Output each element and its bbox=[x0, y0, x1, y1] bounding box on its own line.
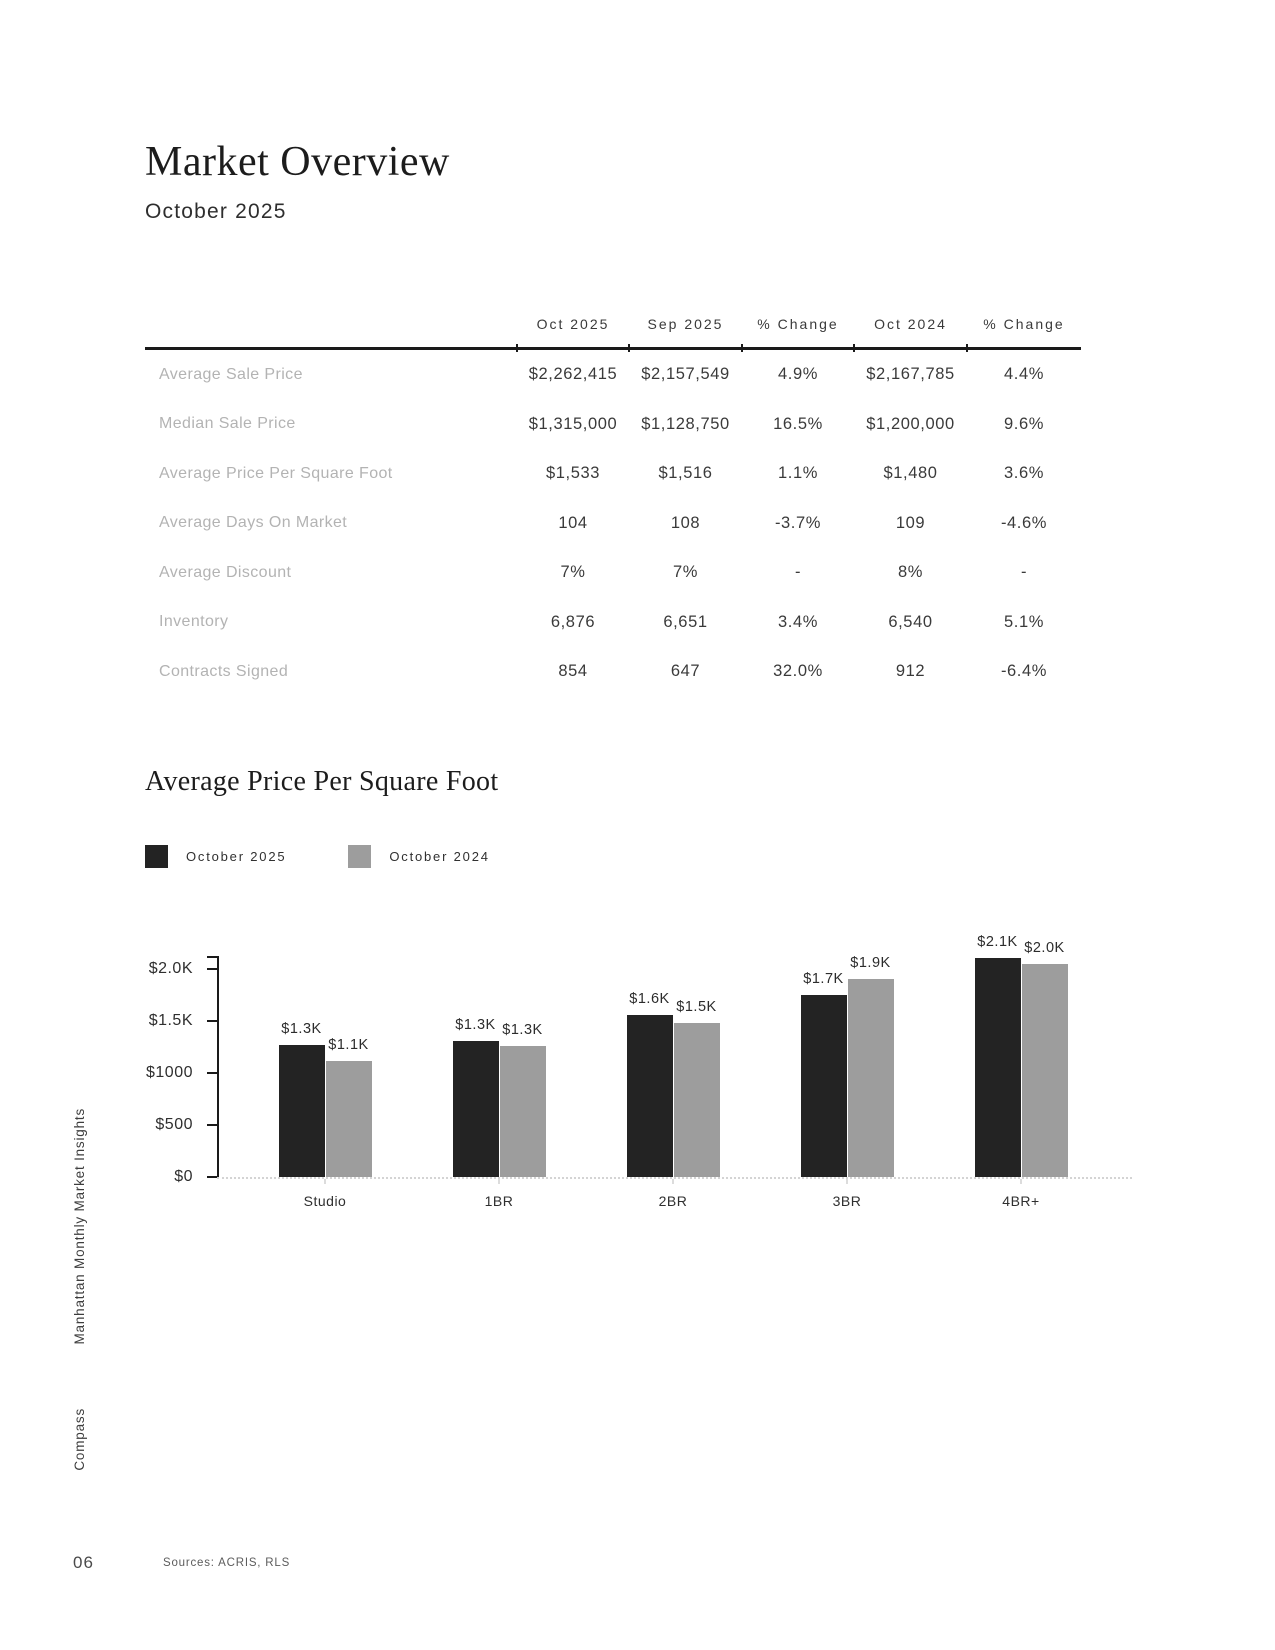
table-row bbox=[145, 647, 1081, 697]
row-value: 7% bbox=[672, 563, 699, 582]
bar-wrap bbox=[626, 991, 673, 1177]
bar-value-label: $1.9K bbox=[850, 955, 891, 972]
chart-plot bbox=[217, 933, 1132, 1209]
row-value: 5.1% bbox=[1003, 612, 1044, 631]
bar-oct-2024 bbox=[500, 1046, 546, 1177]
legend-swatch-oct-2025-icon bbox=[145, 845, 168, 868]
bar-wrap bbox=[499, 1022, 546, 1177]
row-value: - bbox=[1020, 563, 1028, 582]
bar-wrap bbox=[974, 934, 1021, 1177]
row-label: Average Price Per Square Foot bbox=[159, 464, 393, 482]
row-value: 4.9% bbox=[777, 365, 818, 384]
page-title: Market Overview bbox=[145, 139, 450, 185]
bar-wrap bbox=[452, 1017, 499, 1177]
table-row bbox=[145, 449, 1081, 499]
x-axis-tick bbox=[498, 1179, 500, 1184]
y-axis-cap-tick bbox=[207, 956, 217, 958]
row-value: $1,128,750 bbox=[641, 414, 730, 433]
row-label: Inventory bbox=[159, 613, 229, 631]
market-overview-table bbox=[145, 300, 1081, 697]
row-value: 6,540 bbox=[888, 612, 933, 631]
bar-value-label: $1.5K bbox=[676, 999, 717, 1016]
row-label: Average Sale Price bbox=[159, 365, 303, 383]
row-value: 6,876 bbox=[550, 612, 596, 631]
row-value: 6,651 bbox=[663, 612, 708, 631]
row-value: - bbox=[794, 563, 802, 582]
row-value: -4.6% bbox=[1000, 513, 1048, 532]
x-axis-tick bbox=[324, 1179, 326, 1184]
bar-oct-2024 bbox=[674, 1023, 720, 1177]
x-axis-category-label: 1BR bbox=[484, 1193, 514, 1209]
legend-item-oct-2024 bbox=[348, 845, 489, 868]
bar-value-label: $1.3K bbox=[455, 1016, 496, 1033]
table-row bbox=[145, 598, 1081, 648]
bar-group-4brplus bbox=[934, 933, 1108, 1209]
bar-value-label: $1.1K bbox=[328, 1036, 369, 1053]
row-value: 109 bbox=[895, 513, 926, 532]
row-label: Average Days On Market bbox=[159, 514, 348, 532]
page-subtitle: October 2025 bbox=[145, 200, 287, 223]
y-axis-tick-label: $0 bbox=[174, 1168, 193, 1185]
table-row bbox=[145, 350, 1081, 400]
row-value: 16.5% bbox=[773, 414, 823, 433]
bar-oct-2025 bbox=[279, 1045, 325, 1177]
y-axis-tick-label: $2.0K bbox=[148, 960, 193, 977]
x-axis-category-label: 2BR bbox=[658, 1193, 688, 1209]
row-value: 4.4% bbox=[1003, 365, 1044, 384]
x-axis-category-label: 4BR+ bbox=[1002, 1193, 1040, 1209]
y-axis-tick-label: $1000 bbox=[146, 1064, 193, 1081]
row-value: 3.6% bbox=[1003, 464, 1044, 483]
bar-value-label: $2.0K bbox=[1024, 939, 1065, 956]
row-value: 108 bbox=[670, 513, 701, 532]
chart-baseline bbox=[217, 1177, 1132, 1179]
bar-oct-2025 bbox=[801, 995, 847, 1177]
bar-wrap bbox=[847, 955, 894, 1177]
table-header-label-spacer bbox=[145, 300, 517, 347]
row-value: $1,480 bbox=[883, 464, 938, 483]
bar-wrap bbox=[1021, 940, 1068, 1177]
table-column-header: Oct 2024 bbox=[854, 300, 967, 347]
page-number: 06 bbox=[73, 1553, 94, 1572]
chart-legend bbox=[145, 845, 490, 868]
x-axis-tick bbox=[672, 1179, 674, 1184]
chart-title: Average Price Per Square Foot bbox=[145, 766, 499, 797]
row-label: Contracts Signed bbox=[159, 662, 289, 680]
row-value: 854 bbox=[558, 662, 588, 681]
y-axis-tick bbox=[207, 1020, 217, 1022]
row-value: 1.1% bbox=[777, 464, 818, 483]
y-axis-tick bbox=[207, 1176, 217, 1178]
chart-y-axis-labels bbox=[145, 956, 205, 1185]
bar-value-label: $1.6K bbox=[629, 990, 670, 1007]
y-axis-tick-label: $1.5K bbox=[148, 1012, 193, 1029]
bar-oct-2025 bbox=[453, 1041, 499, 1177]
bar-value-label: $1.7K bbox=[803, 971, 844, 987]
y-axis-tick bbox=[207, 1124, 217, 1126]
bar-oct-2025 bbox=[975, 958, 1021, 1177]
y-axis-tick bbox=[207, 1072, 217, 1074]
bar-oct-2024 bbox=[1022, 964, 1068, 1177]
bar-value-label: $2.1K bbox=[977, 933, 1018, 950]
row-value: 104 bbox=[558, 513, 588, 532]
table-column-header: Sep 2025 bbox=[629, 300, 742, 347]
row-value: $1,315,000 bbox=[528, 414, 618, 433]
row-value: $2,157,549 bbox=[641, 365, 730, 384]
table-header-row bbox=[145, 300, 1081, 350]
row-value: -3.7% bbox=[774, 513, 822, 532]
x-axis-category-label: Studio bbox=[303, 1193, 347, 1209]
row-value: 912 bbox=[895, 662, 926, 681]
sources-note: Sources: ACRIS, RLS bbox=[163, 1557, 291, 1569]
bar-oct-2024 bbox=[326, 1061, 372, 1178]
legend-item-oct-2025 bbox=[145, 845, 286, 868]
bar-group-1br bbox=[412, 956, 586, 1209]
row-value: 3.4% bbox=[777, 612, 818, 631]
bar-group-3br bbox=[760, 955, 934, 1209]
sidebar-brand: Compass bbox=[72, 1408, 87, 1471]
legend-label-oct-2024: October 2024 bbox=[389, 849, 490, 864]
x-axis-category-label: 3BR bbox=[832, 1193, 862, 1209]
row-value: 8% bbox=[897, 563, 924, 582]
y-axis-tick bbox=[207, 968, 217, 970]
row-value: $2,262,415 bbox=[528, 365, 618, 384]
row-value: $2,167,785 bbox=[866, 365, 955, 384]
bar-group-2br bbox=[586, 956, 760, 1209]
table-column-header: % Change bbox=[742, 300, 854, 347]
row-value: $1,200,000 bbox=[866, 414, 955, 433]
bar-value-label: $1.3K bbox=[281, 1020, 322, 1037]
bar-wrap bbox=[278, 1021, 325, 1177]
table-row bbox=[145, 499, 1081, 549]
bar-group-studio bbox=[238, 956, 412, 1209]
row-label: Average Discount bbox=[159, 563, 292, 581]
row-label: Median Sale Price bbox=[159, 415, 296, 433]
table-column-header: Oct 2025 bbox=[517, 300, 629, 347]
legend-swatch-oct-2024-icon bbox=[348, 845, 371, 868]
row-value: $1,516 bbox=[658, 464, 713, 483]
table-row bbox=[145, 400, 1081, 450]
bar-wrap bbox=[325, 1037, 372, 1178]
table-row bbox=[145, 548, 1081, 598]
y-axis-tick-label: $500 bbox=[155, 1116, 193, 1133]
bar-oct-2025 bbox=[627, 1015, 673, 1177]
table-body bbox=[145, 350, 1081, 697]
row-value: 32.0% bbox=[773, 662, 823, 681]
x-axis-tick bbox=[1020, 1179, 1022, 1184]
bar-wrap bbox=[673, 999, 720, 1177]
row-value: 9.6% bbox=[1003, 414, 1044, 433]
sidebar-vertical-title: Manhattan Monthly Market Insights bbox=[72, 1108, 87, 1345]
row-value: 647 bbox=[670, 662, 701, 681]
bar-oct-2024 bbox=[848, 979, 894, 1177]
table-column-header: % Change bbox=[967, 300, 1081, 347]
bar-wrap bbox=[800, 971, 847, 1177]
row-value: 7% bbox=[560, 563, 586, 582]
x-axis-tick bbox=[846, 1179, 848, 1184]
row-value: -6.4% bbox=[1000, 662, 1048, 681]
row-value: $1,533 bbox=[545, 464, 601, 483]
bar-value-label: $1.3K bbox=[502, 1022, 543, 1038]
chart-y-axis-line bbox=[217, 956, 219, 1177]
legend-label-oct-2025: October 2025 bbox=[186, 849, 287, 864]
